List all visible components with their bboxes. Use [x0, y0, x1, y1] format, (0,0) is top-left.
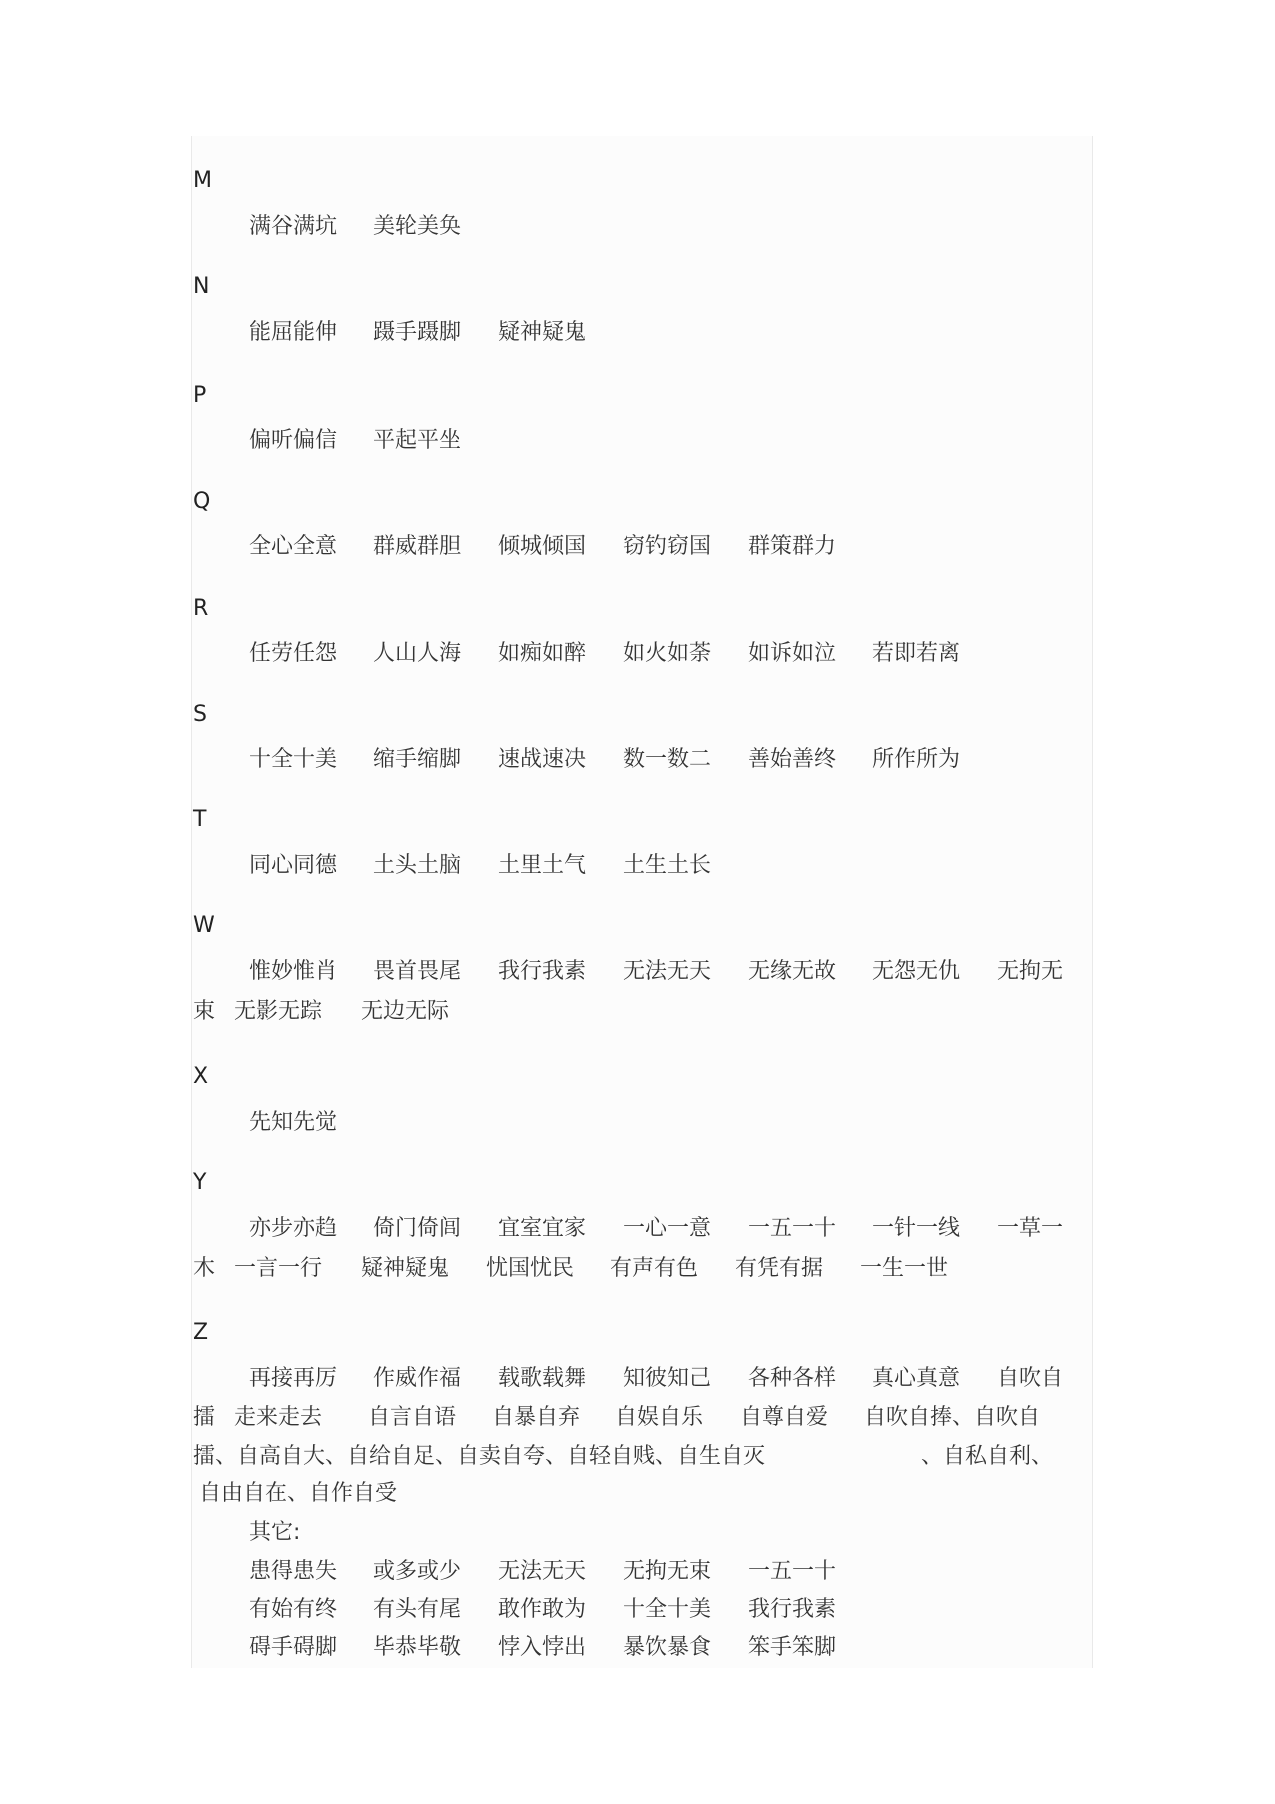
idiom: 一生一世 [860, 1256, 949, 1281]
idiom: 善始善终 [748, 747, 837, 772]
idiom: 有始有终 [249, 1597, 338, 1622]
idiom: 自娱自乐 [615, 1405, 704, 1430]
idiom: 如火如荼 [623, 641, 712, 666]
idiom: 如痴如醉 [498, 641, 587, 666]
section-letter: Z [193, 1320, 209, 1345]
idiom: 有声有色 [610, 1256, 699, 1281]
section-letter: T [193, 807, 207, 832]
other-label-text: 其它: [249, 1520, 301, 1545]
idiom: 一针一线 [872, 1216, 961, 1241]
section-letter: X [193, 1064, 209, 1089]
idiom: 一草一 [997, 1216, 1064, 1241]
idiom: 自尊自爱 [740, 1405, 829, 1430]
idiom: 任劳任怨 [249, 641, 338, 666]
idiom: 土头土脑 [373, 853, 462, 878]
idiom: 速战速决 [498, 747, 587, 772]
idiom: 无缘无故 [748, 959, 837, 984]
idiom: 、自私自利、 [921, 1444, 1054, 1469]
idiom: 群威群胆 [373, 534, 462, 559]
idiom: 再接再厉 [249, 1366, 338, 1391]
idiom: 能屈能伸 [249, 320, 338, 345]
idiom: 一五一十 [748, 1559, 837, 1584]
idiom: 无边无际 [361, 999, 450, 1024]
idiom: 十全十美 [249, 747, 338, 772]
idiom: 擂 [193, 1405, 216, 1430]
section-letter: Y [193, 1170, 207, 1195]
section-letter: W [193, 913, 215, 938]
idiom: 忧国忧民 [486, 1256, 575, 1281]
idiom: 自言自语 [368, 1405, 457, 1430]
idiom: 满谷满坑 [249, 214, 338, 239]
idiom: 一五一十 [748, 1216, 837, 1241]
idiom: 自由自在、自作自受 [199, 1481, 398, 1506]
idiom: 真心真意 [872, 1366, 961, 1391]
idiom: 先知先觉 [249, 1110, 338, 1135]
idiom: 束 [193, 999, 216, 1024]
idiom: 知彼知己 [623, 1366, 712, 1391]
document-page [191, 136, 1093, 1668]
idiom: 疑神疑鬼 [361, 1256, 450, 1281]
idiom: 无法无天 [623, 959, 712, 984]
idiom: 木 [193, 1256, 216, 1281]
idiom: 一心一意 [623, 1216, 712, 1241]
idiom: 若即若离 [872, 641, 961, 666]
section-letter: S [193, 702, 207, 727]
idiom: 一言一行 [234, 1256, 323, 1281]
idiom: 畏首畏尾 [373, 959, 462, 984]
idiom: 无拘无 [997, 959, 1064, 984]
idiom: 所作所为 [872, 747, 961, 772]
idiom: 如诉如泣 [748, 641, 837, 666]
idiom: 疑神疑鬼 [498, 320, 587, 345]
idiom: 毕恭毕敬 [373, 1635, 462, 1660]
idiom: 悖入悖出 [498, 1635, 587, 1660]
idiom: 群策群力 [748, 534, 837, 559]
idiom: 作威作福 [373, 1366, 462, 1391]
idiom: 十全十美 [623, 1597, 712, 1622]
section-letter: P [193, 383, 207, 408]
idiom: 平起平坐 [373, 428, 462, 453]
idiom: 走来走去 [234, 1405, 323, 1430]
idiom: 各种各样 [748, 1366, 837, 1391]
idiom: 偏听偏信 [249, 428, 338, 453]
idiom: 患得患失 [249, 1559, 338, 1584]
idiom: 自吹自捧、自吹自 [864, 1405, 1041, 1430]
section-letter: R [193, 596, 209, 621]
idiom: 宜室宜家 [498, 1216, 587, 1241]
idiom: 人山人海 [373, 641, 462, 666]
idiom: 笨手笨脚 [748, 1635, 837, 1660]
idiom: 我行我素 [498, 959, 587, 984]
section-letter: N [193, 274, 210, 299]
idiom: 倾城倾国 [498, 534, 587, 559]
idiom: 无怨无仇 [872, 959, 961, 984]
idiom: 有头有尾 [373, 1597, 462, 1622]
idiom: 土里土气 [498, 853, 587, 878]
idiom: 载歌载舞 [498, 1366, 587, 1391]
idiom: 蹑手蹑脚 [373, 320, 462, 345]
idiom: 窃钓窃国 [623, 534, 712, 559]
idiom: 惟妙惟肖 [249, 959, 338, 984]
idiom: 全心全意 [249, 534, 338, 559]
idiom: 暴饮暴食 [623, 1635, 712, 1660]
idiom: 自暴自弃 [492, 1405, 581, 1430]
section-letter: M [193, 168, 212, 193]
section-letter: Q [193, 489, 211, 514]
idiom: 无影无踪 [234, 999, 323, 1024]
idiom: 倚门倚闾 [373, 1216, 462, 1241]
idiom: 或多或少 [373, 1559, 462, 1584]
idiom: 无拘无束 [623, 1559, 712, 1584]
idiom: 美轮美奂 [373, 214, 462, 239]
idiom: 无法无天 [498, 1559, 587, 1584]
idiom: 同心同德 [249, 853, 338, 878]
idiom: 缩手缩脚 [373, 747, 462, 772]
idiom: 自吹自 [997, 1366, 1064, 1391]
idiom: 敢作敢为 [498, 1597, 587, 1622]
idiom: 有凭有据 [735, 1256, 824, 1281]
idiom: 碍手碍脚 [249, 1635, 338, 1660]
idiom: 数一数二 [623, 747, 712, 772]
idiom: 擂、自高自大、自给自足、自卖自夸、自轻自贱、自生自灭 [193, 1444, 766, 1469]
idiom: 我行我素 [748, 1597, 837, 1622]
idiom: 亦步亦趋 [249, 1216, 338, 1241]
idiom: 土生土长 [623, 853, 712, 878]
